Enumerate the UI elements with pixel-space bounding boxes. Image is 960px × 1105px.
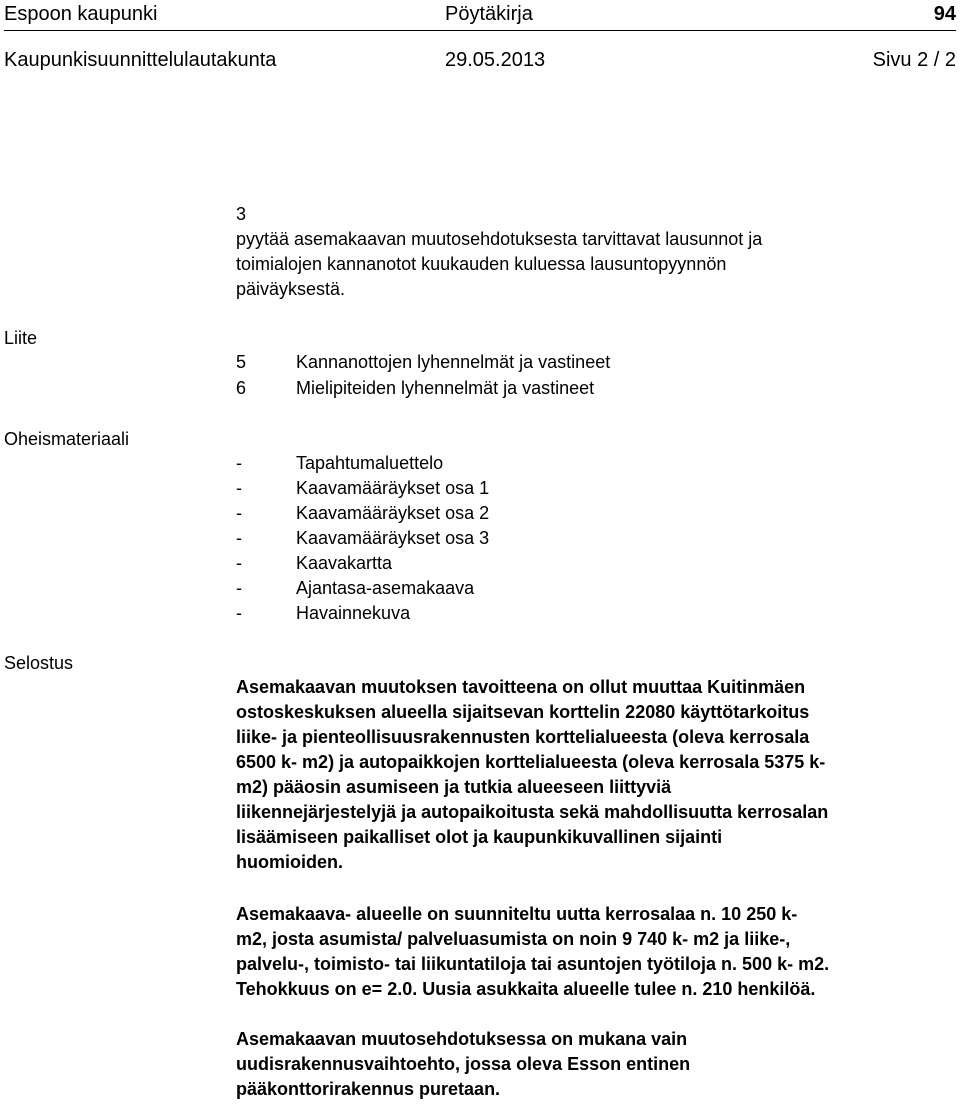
paragraph-line: Asemakaavan muutosehdotuksessa on mukana vain [236, 1029, 688, 1049]
intro-number: 3 [236, 204, 247, 224]
paragraph-line: palvelu-, toimisto- tai liikuntatiloja tai asuntojen työtiloja n. 500 k- m2. [236, 954, 830, 974]
intro-line: päiväyksestä. [236, 279, 346, 299]
liite-item [236, 350, 610, 375]
paragraph-line: Asemakaava- alueelle on suunniteltu uutta kerrosalaa n. 10 250 k- [236, 904, 798, 924]
paragraph-line: pääkonttorirakennus puretaan. [236, 1079, 501, 1099]
oheismateriaali-item [236, 451, 443, 476]
oheismateriaali-item-text: Ajantasa-asemakaava [296, 578, 475, 598]
oheismateriaali-item-text: Kaavamääräykset osa 3 [296, 528, 490, 548]
paragraph-line: Tehokkuus on e= 2.0. Uusia asukkaita alueelle tulee n. 210 henkilöä. [236, 979, 816, 999]
list-bullet: - [236, 578, 242, 598]
paragraph-line: liikennejärjestelyjä ja autopaikoitusta sekä mahdollisuutta kerrosalan [236, 802, 829, 822]
oheismateriaali-item [236, 476, 489, 501]
header-page: Sivu 2 / 2 [872, 49, 956, 71]
list-bullet: - [236, 453, 242, 473]
paragraph-line: huomioiden. [236, 852, 343, 872]
header-section-number: 94 [933, 3, 956, 25]
oheismateriaali-item-text: Tapahtumaluettelo [296, 453, 444, 473]
liite-item-number: 5 [236, 352, 247, 372]
oheismateriaali-item-text: Kaavamääräykset osa 2 [296, 503, 490, 523]
paragraph-line: uudisrakennusvaihtoehto, jossa oleva Esson entinen [236, 1054, 691, 1074]
selostus-paragraph [236, 675, 956, 875]
intro-line: pyytää asemakaavan muutosehdotuksesta tarvittavat lausunnot ja [236, 229, 763, 249]
header-date: 29.05.2013 [445, 49, 546, 71]
oheismateriaali-item-text: Kaavamääräykset osa 1 [296, 478, 490, 498]
header-doc-type: Pöytäkirja [445, 3, 533, 25]
liite-label: Liite [4, 328, 38, 348]
paragraph-line: 6500 k- m2) ja autopaikkojen korttelialueesta (oleva kerrosala 5375 k- [236, 752, 826, 772]
liite-item [236, 376, 594, 401]
list-bullet: - [236, 553, 242, 573]
oheismateriaali-item [236, 576, 474, 601]
oheismateriaali-item-text: Kaavakartta [296, 553, 393, 573]
list-bullet: - [236, 478, 242, 498]
selostus-label: Selostus [4, 653, 74, 673]
oheismateriaali-label: Oheismateriaali [4, 429, 130, 449]
selostus-paragraph [236, 1027, 956, 1102]
paragraph-line: m2, josta asumista/ palveluasumista on noin 9 740 k- m2 ja liike-, [236, 929, 791, 949]
oheismateriaali-item-text: Havainnekuva [296, 603, 411, 623]
selostus-paragraph [236, 902, 956, 1002]
paragraph-line: liike- ja pienteollisuusrakennusten korttelialueesta (oleva kerrosala [236, 727, 810, 747]
liite-item-text: Kannanottojen lyhennelmät ja vastineet [296, 352, 611, 372]
list-bullet: - [236, 528, 242, 548]
intro-line: toimialojen kannanotot kuukauden kuluessa lausuntopyynnön [236, 254, 727, 274]
paragraph-line: Asemakaavan muutoksen tavoitteena on ollut muuttaa Kuitinmäen [236, 677, 806, 697]
list-bullet: - [236, 603, 242, 623]
header-committee: Kaupunkisuunnittelulautakunta [4, 49, 277, 71]
oheismateriaali-item [236, 551, 392, 576]
oheismateriaali-item [236, 501, 489, 526]
header-org: Espoon kaupunki [4, 3, 158, 25]
paragraph-line: m2) pääosin asumiseen ja tutkia alueeseen liittyviä [236, 777, 672, 797]
liite-item-number: 6 [236, 378, 247, 398]
liite-item-text: Mielipiteiden lyhennelmät ja vastineet [296, 378, 595, 398]
header-rule-top [4, 30, 956, 31]
paragraph-line: lisäämiseen paikalliset olot ja kaupunkikuvallinen sijainti [236, 827, 723, 847]
oheismateriaali-item [236, 601, 410, 626]
oheismateriaali-item [236, 526, 489, 551]
paragraph-line: ostoskeskuksen alueella sijaitsevan korttelin 22080 käyttötarkoitus [236, 702, 810, 722]
list-bullet: - [236, 503, 242, 523]
